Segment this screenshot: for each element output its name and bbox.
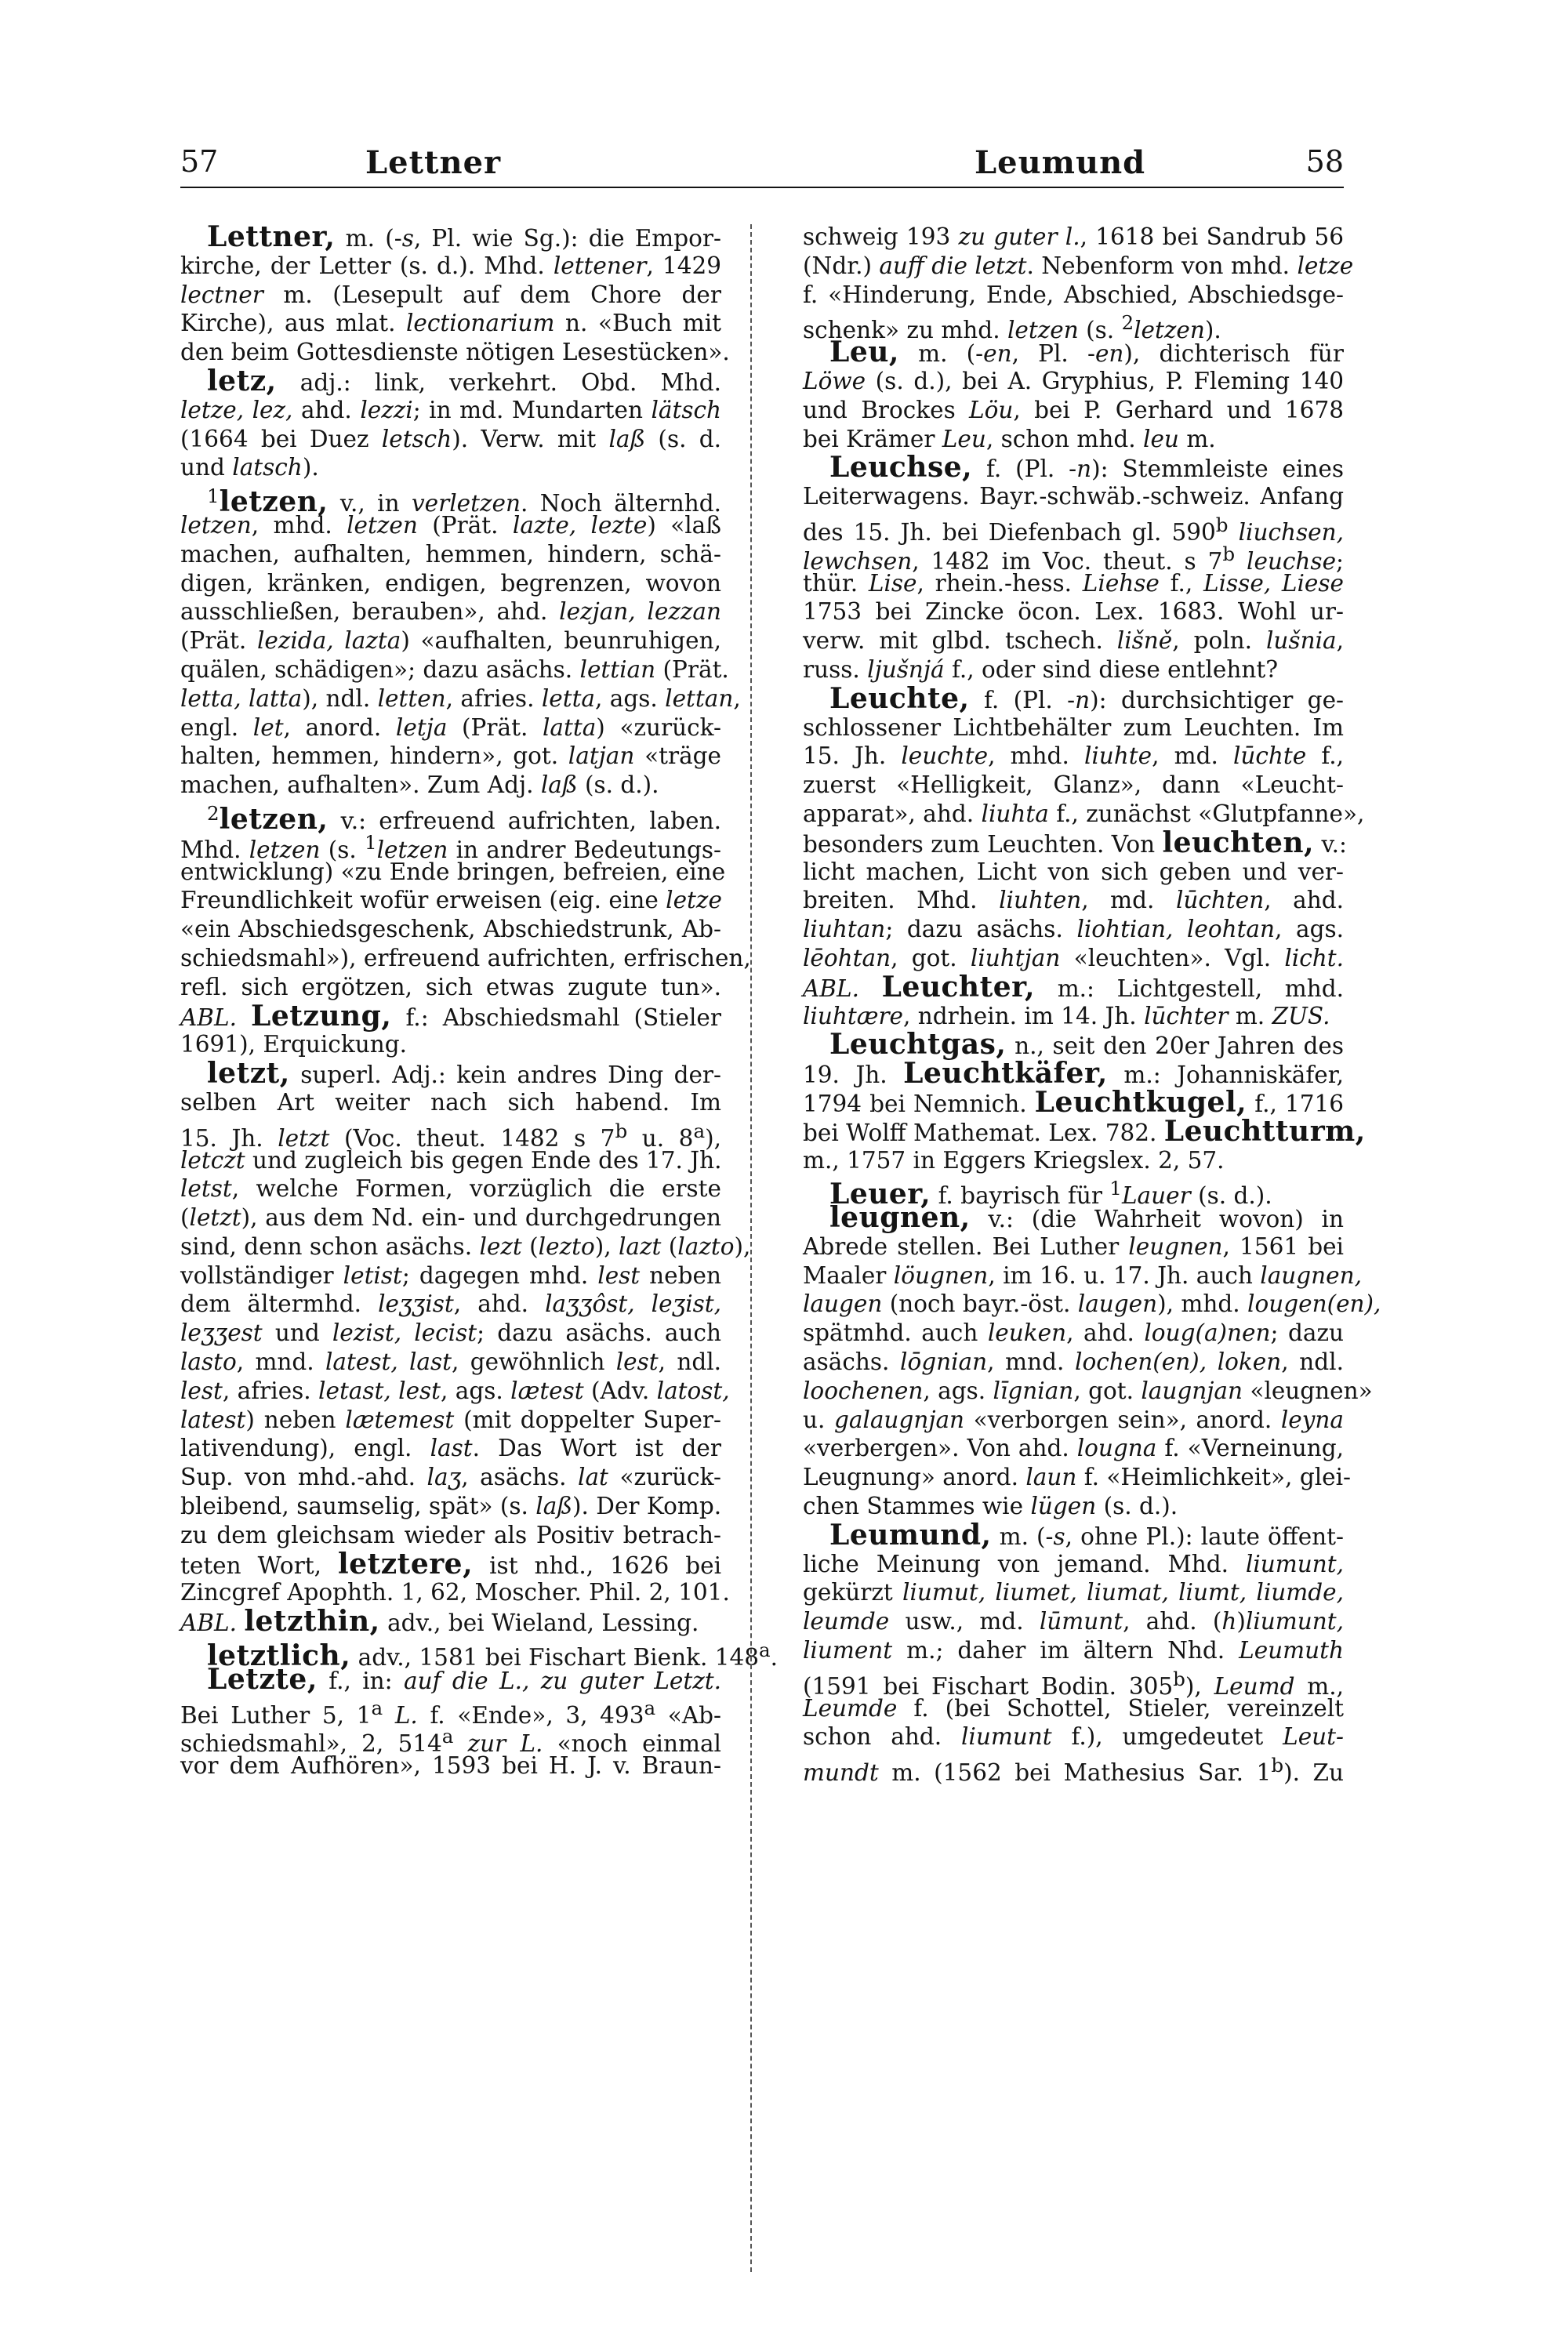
text-line: halten, hemmen, hindern», got. latjan «träge (180, 742, 722, 770)
text-line: $^1$letzen, v., in verletzen. Noch älternhd. (207, 485, 721, 518)
right-guide-word: Leumund (975, 144, 1146, 181)
text-line: lēohtan, got. liuhtjan «leuchten». Vgl. licht. (803, 944, 1344, 971)
text-line: lectner m. (Lesepult auf dem Chore der (180, 281, 721, 308)
text-line: den beim Gottesdienste nötigen Lesestücken». (180, 339, 730, 366)
text-line: Lettner, m. (-s, Pl. wie Sg.): die Empor- (207, 220, 721, 253)
text-line: licht machen, Licht von sich geben und ver- (803, 858, 1344, 885)
text-line: liuhtære, ndrhein. im 14. Jh. lūchter m. ZUS. (803, 1002, 1330, 1029)
header-rule (180, 187, 1344, 188)
text-line: selben Art weiter nach sich habend. Im (180, 1088, 721, 1116)
text-line: Sup. von mhd.-ahd. laʒ, asächs. lat «zurück- (180, 1464, 721, 1491)
text-line: liche Meinung von jemand. Mhd. liumunt, (803, 1550, 1344, 1577)
text-line: Löwe (s. d.), bei A. Gryphius, P. Fleming 140 (803, 367, 1344, 394)
text-line: (1591 bei Fischart Bodin. 305$^b$), Leumd m., (803, 1667, 1345, 1700)
text-line: letze, lez, ahd. lezzi; in md. Mundarten lätsch (180, 396, 721, 423)
text-line: Leuchte, f. (Pl. -n): durchsichtiger ge- (829, 681, 1344, 715)
text-line: 1753 bei Zincke öcon. Lex. 1683. Wohl ur- (803, 598, 1344, 626)
left-page-number: 57 (180, 144, 219, 179)
text-line: 19. Jh. Leuchtkäfer, m.: Johanniskäfer, (803, 1057, 1344, 1091)
text-line: u. galaugnjan «verborgen sein», anord. leyna (803, 1406, 1344, 1433)
text-line: Leiterwagens. Bayr.-schwäb.-schweiz. Anfang (803, 483, 1344, 510)
text-line: Mhd. letzen (s. $^1$letzen in andrer Bedeutungs- (180, 830, 721, 863)
text-line: Leu, m. (-en, Pl. -en), dichterisch für (829, 336, 1344, 369)
text-line: spätmhd. auch leuken, ahd. loug(a)nen; dazu (803, 1319, 1345, 1347)
text-line: Bei Luther 5, 1$^a$ L. f. «Ende», 3, 493$^a$ «Ab- (180, 1696, 721, 1729)
text-line: bei Wolff Mathemat. Lex. 782. Leuchtturm, (803, 1114, 1366, 1148)
text-line: letst, welche Formen, vorzüglich die erste (180, 1175, 721, 1203)
right-page-number: 58 (1305, 144, 1344, 179)
left-column (180, 220, 779, 1780)
text-line: loochenen, ags. līgnian, got. laugnjan «leugnen» (803, 1377, 1373, 1404)
text-line: letta, latta), ndl. letten, afries. letta, ags. lettan, (180, 684, 741, 712)
text-line: «ein Abschiedsgeschenk, Abschiedstrunk, Ab- (180, 916, 721, 943)
text-line: thür. Lise, rhein.-hess. Liehse f., Lisse, Liese (803, 569, 1344, 597)
text-line: Freundlichkeit wofür erweisen (eig. eine letze (180, 887, 722, 914)
text-line: vollständiger letist; dagegen mhd. lest neben (180, 1261, 721, 1289)
text-line: schon ahd. liumunt f.), umgedeutet Leut- (803, 1723, 1344, 1751)
left-guide-word: Lettner (365, 144, 502, 181)
text-line: (letzt), aus dem Nd. ein- und durchgedrungen (180, 1204, 721, 1232)
text-line: $^2$letzen, v.: erfreuend aufrichten, laben. (207, 801, 721, 836)
text-line: machen, aufhalten». Zum Adj. laß (s. d.). (180, 771, 659, 799)
text-line: schiedsmahl»), erfreuend aufrichten, erfrischen, (180, 944, 751, 971)
right-column (803, 223, 1381, 1787)
text-line: asächs. lōgnian, mnd. lochen(en), loken, ndl. (803, 1348, 1344, 1376)
text-line: Leuchse, f. (Pl. -n): Stemmleiste eines (829, 451, 1344, 485)
text-line: Kirche), aus mlat. lectionarium n. «Buch mit (180, 310, 721, 337)
text-line: lativendung), engl. last. Das Wort ist der (180, 1435, 721, 1462)
text-line: liuhtan; dazu asächs. liohtian, leohtan, ags. (803, 916, 1345, 943)
text-line: bleibend, saumselig, spät» (s. laß). Der Komp. (180, 1493, 722, 1520)
text-line: ABL. letzthin, adv., bei Wieland, Lessing. (180, 1605, 699, 1639)
text-line: leʒʒest und lezist, lecist; dazu asächs. auch (180, 1319, 721, 1347)
text-line: engl. let, anord. letja (Prät. latta) «zurück- (180, 713, 721, 741)
text-line: schiedsmahl», 2, 514$^a$ zur L. «noch einmal (180, 1725, 721, 1758)
text-line: lest, afries. letast, lest, ags. lætest (Adv. latost, (180, 1377, 730, 1404)
text-line: «verbergen». Von ahd. lougna f. «Verneinung, (803, 1435, 1345, 1462)
text-line: m., 1757 in Eggers Kriegslex. 2, 57. (803, 1146, 1225, 1174)
text-line: dem ältermhd. leʒʒist, ahd. laʒʒôst, leʒist, (180, 1290, 721, 1318)
text-line: des 15. Jh. bei Diefenbach gl. 590$^b$ liuchsen, (803, 513, 1344, 546)
text-line: verw. mit glbd. tschech. lišně, poln. lušnia, (803, 627, 1344, 655)
text-line: schlossener Lichtbehälter zum Leuchten. Im (803, 713, 1344, 741)
text-line: zu dem gleichsam wieder als Positiv betrach- (180, 1521, 721, 1548)
text-line: chen Stammes wie lügen (s. d.). (803, 1493, 1178, 1520)
text-line: schenk» zu mhd. letzen (s. $^2$letzen). (803, 311, 1221, 344)
text-line: kirche, der Letter (s. d.). Mhd. lettener, 1429 (180, 252, 721, 279)
text-line: ausschließen, berauben», ahd. lezjan, lezzan (180, 598, 721, 626)
text-line: leumde usw., md. lūmunt, ahd. (h)liumunt, (803, 1608, 1344, 1635)
text-line: 1794 bei Nemnich. Leuchtkugel, f., 1716 (803, 1085, 1345, 1119)
text-line: letzt, superl. Adj.: kein andres Ding der- (207, 1057, 721, 1091)
text-line: breiten. Mhd. liuhten, md. lūchten, ahd. (803, 887, 1344, 914)
text-line: besonders zum Leuchten. Von leuchten, v.: (803, 826, 1347, 859)
text-line: und latsch). (180, 454, 319, 481)
text-line: Leuer, f. bayrisch für $^1$Lauer (s. d.). (829, 1177, 1272, 1211)
text-line: mundt m. (1562 bei Mathesius Sar. 1$^b$). Zu (803, 1754, 1344, 1787)
text-line: letczt und zugleich bis gegen Ende des 17. Jh. (180, 1146, 722, 1174)
text-line: leugnen, v.: (die Wahrheit wovon) in (829, 1201, 1344, 1235)
text-line: (1664 bei Duez letsch). Verw. mit laß (s. d. (180, 425, 721, 452)
text-line: vor dem Aufhören», 1593 bei H. J. v. Braun- (180, 1752, 721, 1780)
text-line: Zincgref Apophth. 1, 62, Moscher. Phil. 2, 101. (180, 1579, 730, 1606)
text-line: 15. Jh. leuchte, mhd. liuhte, md. lūchte f., (803, 742, 1344, 770)
text-line: entwicklung) «zu Ende bringen, befreien, eine (180, 858, 726, 885)
text-line: quälen, schädigen»; dazu asächs. lettian (Prät. (180, 655, 729, 683)
text-line: liument m.; daher im ältern Nhd. Leumuth (803, 1637, 1344, 1664)
text-line: Abrede stellen. Bei Luther leugnen, 1561 bei (803, 1232, 1344, 1260)
text-line: Leugnung» anord. laun f. «Heimlichkeit», glei- (803, 1464, 1351, 1491)
text-line: teten Wort, letztere, ist nhd., 1626 bei (180, 1547, 721, 1581)
text-line: lewchsen, 1482 im Voc. theut. s 7$^b$ leuchse; (803, 542, 1344, 575)
text-line: und Brockes Löu, bei P. Gerhard und 1678 (803, 396, 1344, 423)
text-line: (Ndr.) auff die letzt. Nebenform von mhd. letze (803, 252, 1354, 279)
text-line: ABL. Leuchter, m.: Lichtgestell, mhd. (803, 970, 1344, 1004)
text-line: Leumund, m. (-s, ohne Pl.): laute öffent- (829, 1518, 1344, 1552)
text-line: 15. Jh. letzt (Voc. theut. 1482 s 7$^b$ u. 8$^a$), (180, 1119, 721, 1152)
text-line: f. «Hinderung, Ende, Abschied, Abschiedsge- (803, 281, 1344, 308)
text-line: gekürzt liumut, liumet, liumat, liumt, liumde, (803, 1579, 1344, 1606)
text-line: refl. sich ergötzen, sich etwas zugute tun». (180, 973, 721, 1000)
text-line: Leumde f. (bei Schottel, Stieler, vereinzelt (803, 1694, 1344, 1722)
text-line: apparat», ahd. liuhta f., zunächst «Glutpfanne», (803, 800, 1365, 827)
text-line: letz, adj.: link, verkehrt. Obd. Mhd. (207, 364, 721, 397)
text-line: lasto, mnd. latest, last, gewöhnlich lest, ndl. (180, 1348, 722, 1376)
text-line: (Prät. lezida, lazta) «aufhalten, beunruhigen, (180, 627, 721, 655)
text-line: sind, denn schon asächs. lezt (lezto), lazt (lazto), (180, 1232, 751, 1260)
text-line: ABL. Letzung, f.: Abschiedsmahl (Stieler (180, 999, 721, 1033)
text-line: letztlich, adv., 1581 bei Fischart Bienk. 148$^a$. (207, 1639, 779, 1672)
text-line: Maaler löugnen, im 16. u. 17. Jh. auch laugnen, (803, 1261, 1363, 1289)
text-line: 1691), Erquickung. (180, 1031, 407, 1058)
text-line: zuerst «Helligkeit, Glanz», dann «Leucht- (803, 771, 1344, 799)
text-line: Letzte, f., in: auf die L., zu guter Letzt. (207, 1662, 721, 1696)
text-line: russ. ljušnjá f., oder sind diese entlehnt? (803, 655, 1279, 683)
text-line: Leuchtgas, n., seit den 20er Jahren des (829, 1028, 1344, 1062)
page-header (180, 144, 1344, 194)
text-line: laugen (noch bayr.-öst. laugen), mhd. lougen(en), (803, 1290, 1381, 1318)
text-line: digen, kränken, endigen, begrenzen, wovon (180, 569, 721, 597)
text-line: letzen, mhd. letzen (Prät. lazte, lezte) «laß (180, 511, 721, 539)
text-line: bei Krämer Leu, schon mhd. leu m. (803, 425, 1216, 452)
text-line: schweig 193 zu guter l., 1618 bei Sandrub 56 (803, 223, 1345, 250)
text-line: latest) neben lætemest (mit doppelter Super- (180, 1406, 722, 1433)
text-line: machen, aufhalten, hemmen, hindern, schä- (180, 540, 721, 568)
